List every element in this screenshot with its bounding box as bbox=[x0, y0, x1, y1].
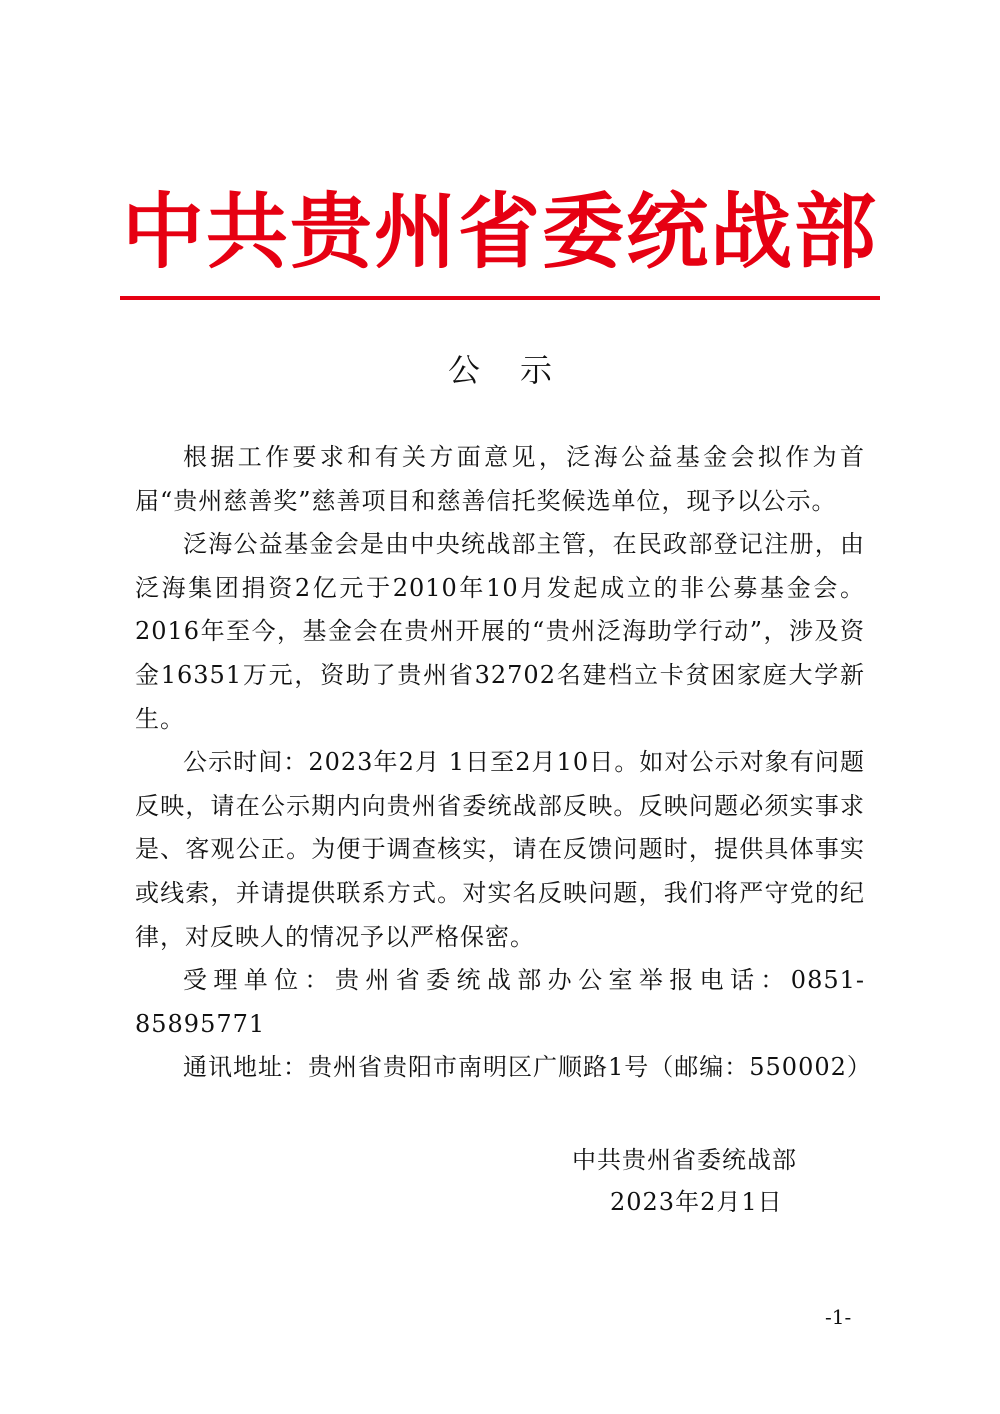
paragraph-foundation-profile: 泛海公益基金会是由中央统战部主管，在民政部登记注册，由泛海集团捐资2亿元于2010年10月发起成立的非公募基金会。2016年至今，基金会在贵州开展的“贵州泛海助学行动”，涉及资金16351万元，资助了贵州省32702名建档立卡贫困家庭大学新生。 bbox=[135, 530, 865, 733]
red-header-rule bbox=[120, 296, 880, 300]
signature-date: 2023年2月1日 bbox=[610, 1188, 783, 1216]
paragraph-publicity-period: 公示时间：2023年2月 1日至2月10日。如对公示对象有问题反映，请在公示期内向贵州省委统战部反映。反映问题必须实事求是、客观公正。为便于调查核实，请在反馈问题时，提供具体事实或线索，并请提供联系方式。对实名反映问题，我们将严守党的纪律，对反映人的情况予以严格保密。 bbox=[135, 748, 865, 951]
signature-organization: 中共贵州省委统战部 bbox=[572, 1146, 797, 1174]
masthead-organization: 中共贵州省委统战部 bbox=[121, 185, 878, 280]
notice-title: 公示 bbox=[447, 351, 592, 389]
paragraph-nomination: 根据工作要求和有关方面意见，泛海公益基金会拟作为首届“贵州慈善奖”慈善项目和慈善信托奖候选单位，现予以公示。 bbox=[135, 443, 865, 515]
paragraph-contact-phone: 受理单位：贵州省委统战部办公室举报电话：0851-85895771 bbox=[135, 966, 865, 1038]
notice-body bbox=[135, 436, 872, 1090]
paragraph-mailing-address: 通讯地址：贵州省贵阳市南明区广顺路1号（邮编：550002） bbox=[183, 1053, 872, 1082]
page-number: -1- bbox=[825, 1305, 852, 1329]
